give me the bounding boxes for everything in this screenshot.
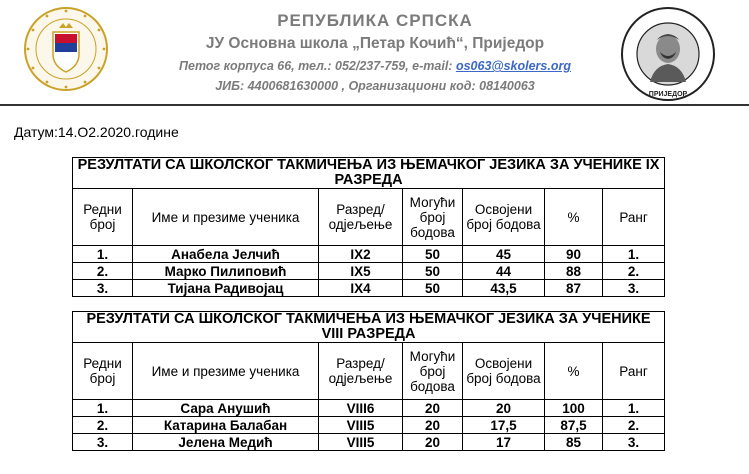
address-text: Петог корпуса 66, тел.: 052/237-759, e-mail: [179, 59, 456, 73]
school-name: ЈУ Основна школа „Петар Кочић“, Приједор [205, 35, 545, 52]
cell-percent: 85 [545, 434, 603, 451]
cell-rank: 2. [603, 263, 665, 280]
col-header: Име и презиме ученика [133, 343, 319, 400]
table-title: РЕЗУЛТАТИ СА ШКОЛСКОГ ТАКМИЧЕЊА ИЗ ЊЕМАЧКОГ ЈЕЗИКА ЗА УЧЕНИКЕ IX РАЗРЕДА [73, 158, 665, 189]
results-table-ix [72, 157, 665, 297]
cell-class: IX4 [319, 280, 403, 297]
table-row [73, 434, 665, 451]
col-header: % [545, 343, 603, 400]
cell-points: 45 [463, 246, 545, 263]
cell-points: 17,5 [463, 417, 545, 434]
cell-student-name: Анабела Јелчић [133, 246, 319, 263]
table-header-row [73, 343, 665, 400]
cell-class: VIII5 [319, 417, 403, 434]
table-row [73, 417, 665, 434]
document-date: Датум:14.О2.2020.године [14, 124, 179, 140]
cell-student-name: Тијана Радивојац [133, 280, 319, 297]
table-row [73, 263, 665, 280]
cell-student-name: Јелена Медић [133, 434, 319, 451]
cell-points: 20 [463, 400, 545, 417]
cell-student-name: Сара Анушић [133, 400, 319, 417]
col-header: Разред/ одјељење [319, 343, 403, 400]
cell-percent: 87,5 [545, 417, 603, 434]
cell-rank-number: 1. [73, 246, 133, 263]
cell-class: IX5 [319, 263, 403, 280]
cell-rank-number: 1. [73, 400, 133, 417]
col-header: Ранг [603, 343, 665, 400]
cell-rank-number: 2. [73, 417, 133, 434]
cell-points: 43,5 [463, 280, 545, 297]
cell-class: IX2 [319, 246, 403, 263]
cell-points: 44 [463, 263, 545, 280]
cell-max-points: 50 [403, 263, 463, 280]
school-portrait-seal-icon [620, 6, 716, 102]
cell-percent: 88 [545, 263, 603, 280]
col-header: Име и презиме ученика [133, 189, 319, 246]
coat-of-arms-seal-icon [23, 6, 109, 92]
cell-rank-number: 2. [73, 263, 133, 280]
table-title: РЕЗУЛТАТИ СА ШКОЛСКОГ ТАКМИЧЕЊА ИЗ ЊЕМАЧКОГ ЈЕЗИКА ЗА УЧЕНИКЕ VIII РАЗРЕДА [73, 312, 665, 343]
cell-class: VIII6 [319, 400, 403, 417]
table-row [73, 280, 665, 297]
cell-rank-number: 3. [73, 280, 133, 297]
cell-rank: 1. [603, 246, 665, 263]
letterhead-text [130, 10, 620, 96]
results-table-viii [72, 311, 665, 451]
table-row [73, 400, 665, 417]
cell-rank: 2. [603, 417, 665, 434]
cell-max-points: 50 [403, 280, 463, 297]
col-header: Могући број бодова [403, 189, 463, 246]
col-header: Освојени број бодова [463, 189, 545, 246]
contact-line [130, 56, 620, 76]
col-header: % [545, 189, 603, 246]
cell-max-points: 20 [403, 434, 463, 451]
header-divider [0, 104, 749, 106]
cell-rank: 3. [603, 434, 665, 451]
right-seal-bottom-text: ПРИЈЕДОР [648, 91, 688, 98]
header-title: РЕПУБЛИКА СРПСКА [277, 11, 473, 30]
cell-max-points: 20 [403, 400, 463, 417]
col-header: Редни број [73, 189, 133, 246]
col-header: Разред/ одјељење [319, 189, 403, 246]
cell-percent: 100 [545, 400, 603, 417]
table-header-row [73, 189, 665, 246]
cell-student-name: Катарина Балабан [133, 417, 319, 434]
cell-rank: 1. [603, 400, 665, 417]
cell-points: 17 [463, 434, 545, 451]
col-header: Могући број бодова [403, 343, 463, 400]
cell-max-points: 50 [403, 246, 463, 263]
cell-percent: 87 [545, 280, 603, 297]
cell-max-points: 20 [403, 417, 463, 434]
cell-rank: 3. [603, 280, 665, 297]
col-header: Освојени број бодова [463, 343, 545, 400]
table-row [73, 246, 665, 263]
col-header: Ранг [603, 189, 665, 246]
cell-class: VIII5 [319, 434, 403, 451]
cell-rank-number: 3. [73, 434, 133, 451]
email-link[interactable]: os063@skolers.org [455, 59, 571, 73]
cell-student-name: Марко Пилиповић [133, 263, 319, 280]
col-header: Редни број [73, 343, 133, 400]
letterhead [0, 0, 749, 106]
ids-line: ЈИБ: 4400681630000 , Организациони код: 08140063 [215, 79, 535, 93]
cell-percent: 90 [545, 246, 603, 263]
